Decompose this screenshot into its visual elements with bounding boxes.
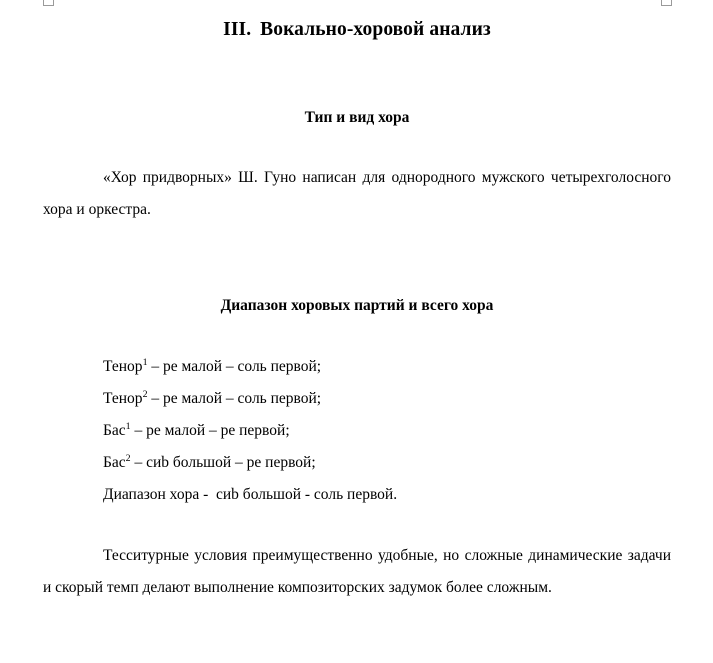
list-item <box>43 447 671 479</box>
range-value: – сиb большой – ре первой; <box>130 453 316 471</box>
list-item <box>43 351 671 383</box>
page-title-text: Вокально-хоровой анализ <box>260 19 491 40</box>
range-part-index: 2 <box>125 452 131 464</box>
range-value: – ре малой – ре первой; <box>130 421 290 439</box>
list-item <box>43 479 671 511</box>
page-title-numeral: III. <box>223 19 252 40</box>
range-value: – ре малой – соль первой; <box>147 357 322 375</box>
range-part-index: 2 <box>142 388 148 400</box>
range-part-label: Бас <box>103 421 126 439</box>
page-title <box>43 0 671 41</box>
range-value: - сиb большой - соль первой. <box>199 485 398 503</box>
range-value: – ре малой – соль первой; <box>147 389 322 407</box>
range-part-index: 1 <box>142 356 148 368</box>
list-item <box>43 415 671 447</box>
section-heading-ranges: Диапазон хоровых партий и всего хора <box>220 296 494 314</box>
range-part-label: Тенор <box>103 389 143 407</box>
paragraph-choir-type: «Хор придворных» Ш. Гуно написан для однородного мужского четырехголосного хора и оркестра. <box>43 168 671 218</box>
range-list <box>43 317 671 511</box>
range-part-label: Тенор <box>103 357 143 375</box>
range-part-index: 1 <box>125 420 131 432</box>
range-part-label: Диапазон хора <box>103 485 200 503</box>
section-heading-choir-type: Тип и вид хора <box>304 109 410 127</box>
list-item <box>43 383 671 415</box>
range-part-label: Бас <box>103 453 126 471</box>
paragraph-tessitura: Тесситурные условия преимущественно удобные, но сложные динамические задачи и скорый темп делают выполнение композиторских задумок более сложным. <box>43 546 671 596</box>
document-content <box>43 0 671 604</box>
